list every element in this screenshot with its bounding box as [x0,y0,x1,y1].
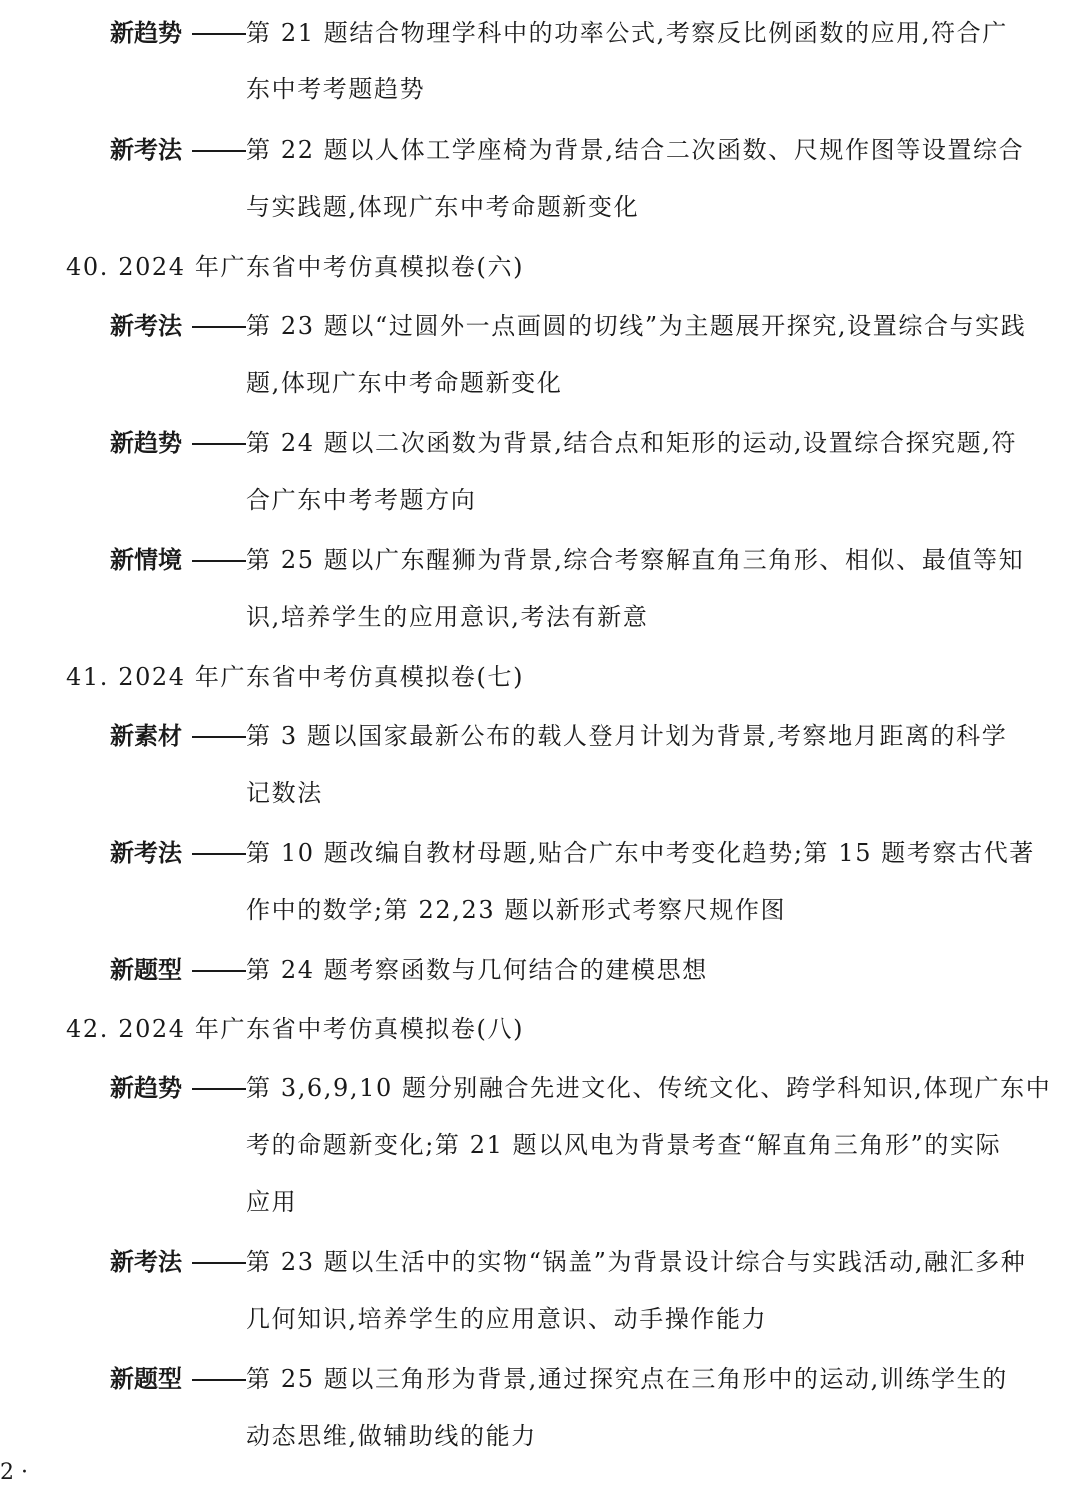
entry-text-line: 题,体现广东中考命题新变化 [246,369,563,397]
entry-text-line: 记数法 [246,779,323,807]
entry-tag: 新考法 [110,312,182,340]
entry-text-line: 第 23 题以生活中的实物“锅盖”为背景设计综合与实践活动,融汇多种 [246,1248,1027,1276]
entry-text-line: 第 10 题改编自教材母题,贴合广东中考变化趋势;第 15 题考察古代著 [246,839,1035,867]
em-dash-divider [192,443,246,445]
em-dash-divider [192,970,246,972]
em-dash-divider [192,853,246,855]
em-dash-divider [192,736,246,738]
em-dash-divider [192,1379,246,1381]
entry-tag: 新题型 [110,956,182,984]
entry-text-line: 识,培养学生的应用意识,考法有新意 [246,603,649,631]
entry-text-line: 第 24 题以二次函数为背景,结合点和矩形的运动,设置综合探究题,符 [246,429,1018,457]
entry-tag: 新题型 [110,1365,182,1393]
entry-tag: 新趋势 [110,429,182,457]
entry-text-line: 第 25 题以广东醒狮为背景,综合考察解直角三角形、相似、最值等知 [246,546,1025,574]
entry-text-line: 第 23 题以“过圆外一点画圆的切线”为主题展开探究,设置综合与实践 [246,312,1027,340]
entry-tag: 新考法 [110,1248,182,1276]
entry-text-line: 东中考考题趋势 [246,75,426,103]
entry-text-line: 作中的数学;第 22,23 题以新形式考察尺规作图 [246,896,787,924]
section-title: 40. 2024 年广东省中考仿真模拟卷(六) [66,253,525,281]
entry-text-line: 第 3 题以国家最新公布的载人登月计划为背景,考察地月距离的科学 [246,722,1008,750]
entry-text-line: 第 3,6,9,10 题分别融合先进文化、传统文化、跨学科知识,体现广东中 [246,1074,1052,1102]
entry-text-line: 应用 [246,1188,298,1216]
entry-tag: 新考法 [110,136,182,164]
entry-text-line: 第 24 题考察函数与几何结合的建模思想 [246,956,708,984]
entry-tag: 新趋势 [110,19,182,47]
section-title: 41. 2024 年广东省中考仿真模拟卷(七) [66,663,525,691]
em-dash-divider [192,326,246,328]
entry-text-line: 第 25 题以三角形为背景,通过探究点在三角形中的运动,训练学生的 [246,1365,1008,1393]
entry-tag: 新考法 [110,839,182,867]
em-dash-divider [192,1088,246,1090]
entry-text-line: 考的命题新变化;第 21 题以风电为背景考查“解直角三角形”的实际 [246,1131,1002,1159]
em-dash-divider [192,33,246,35]
em-dash-divider [192,150,246,152]
entry-text-line: 合广东中考考题方向 [246,486,477,514]
entry-tag: 新趋势 [110,1074,182,1102]
entry-text-line: 与实践题,体现广东中考命题新变化 [246,193,640,221]
section-title: 42. 2024 年广东省中考仿真模拟卷(八) [66,1015,525,1043]
entry-text-line: 动态思维,做辅助线的能力 [246,1422,537,1450]
entry-text-line: 第 21 题结合物理学科中的功率公式,考察反比例函数的应用,符合广 [246,19,1008,47]
entry-tag: 新情境 [110,546,182,574]
em-dash-divider [192,1262,246,1264]
entry-tag: 新素材 [110,722,182,750]
entry-text-line: 几何知识,培养学生的应用意识、动手操作能力 [246,1305,768,1333]
em-dash-divider [192,560,246,562]
page-number: 2 · [0,1460,28,1485]
entry-text-line: 第 22 题以人体工学座椅为背景,结合二次函数、尺规作图等设置综合 [246,136,1025,164]
